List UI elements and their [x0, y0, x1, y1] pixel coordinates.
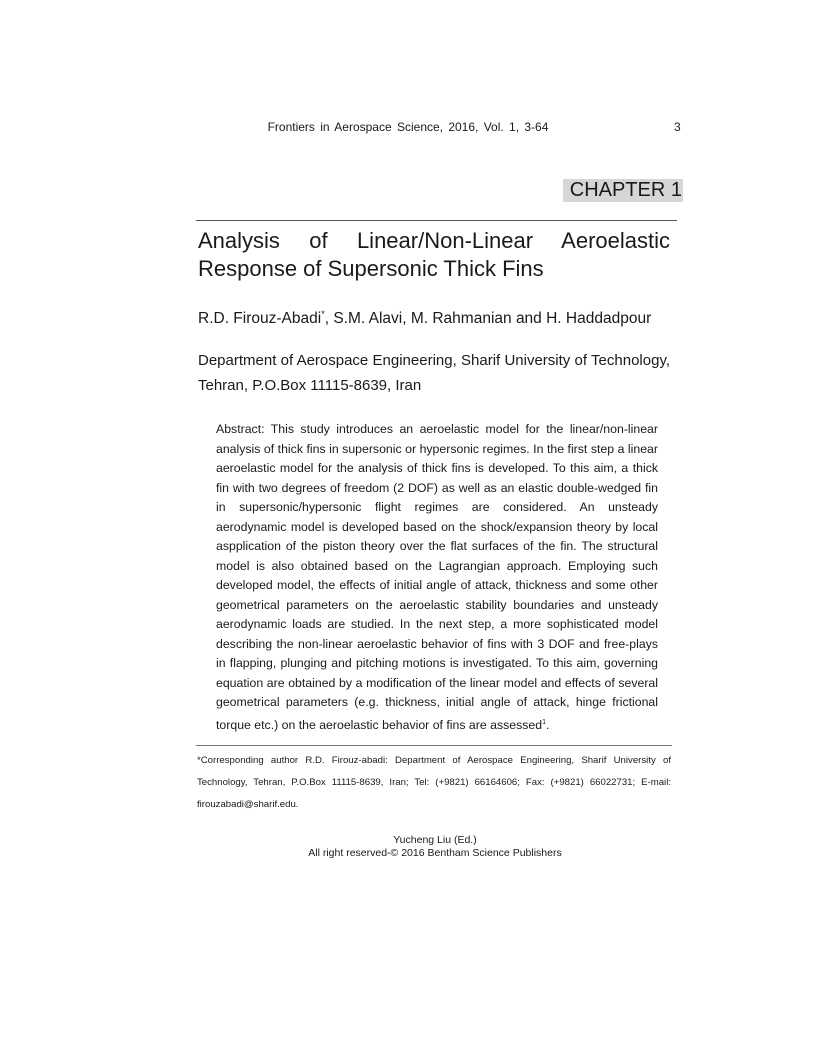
- abstract: [216, 420, 658, 735]
- abstract-footnote-marker: 1: [542, 718, 546, 726]
- title-rule: [196, 220, 677, 221]
- editor-credit: [0, 834, 816, 860]
- footnote: *Corresponding author R.D. Firouz-abadi: Department of Aerospace Engineering, Sharif University of Technology, Tehran, P.O.Box 11115-8639, Iran; Tel: (+9821) 66164606; Fax: (+9821) 66022731; E-mail: firouzabadi@sharif.edu.: [197, 755, 671, 810]
- footnote-rule: [196, 745, 672, 746]
- co-authors: , S.M. Alavi, M. Rahmanian and H. Haddadpour: [324, 310, 652, 328]
- affiliation: Department of Aerospace Engineering, Sharif University of Technology, Tehran, P.O.Box 11115-8639, Iran: [198, 352, 670, 394]
- corresponding-marker: *: [321, 309, 325, 319]
- editor-name: Yucheng Liu (Ed.): [393, 834, 477, 846]
- abstract-end: .: [545, 717, 550, 732]
- paper-title: Analysis of Linear/Non-Linear Aeroelastic Response of Supersonic Thick Fins: [198, 228, 670, 281]
- copyright-line: All right reserved-© 2016 Bentham Science Publishers: [308, 847, 562, 859]
- chapter-label: CHAPTER 1: [563, 179, 683, 202]
- abstract-text: Abstract: This study introduces an aeroelastic model for the linear/non-linear analysis of thick fins in supersonic or hypersonic regimes. In the first step a linear aeroelastic model for the analysis of thick fins is developed. To this aim, a thick fin with two degrees of freedom (2 DOF) as well as an elastic double-wedged fin in supersonic/hypersonic flight regimes are considered. An unsteady aerodynamic model is developed based on the shock/expansion theory by local aspplication of the piston theory over the flat surfaces of the fin. The structural model is also obtained based on the Lagrangian approach. Employing such developed model, the effects of initial angle of attack, thickness and some other geometrical parameters on the aeroelastic stability boundaries and unsteady aerodynamic loads are studied. In the next step, a more sophisticated model describing the non-linear aeroelastic behavior of fins with 3 DOF and free-plays in flapping, plunging and pitching motions is investigated. To this aim, governing equation are obtained by a modification of the linear model and effects of several geometrical parameters (e.g. thickness, initial angle of attack, hinge frictional torque etc.) on the aeroelastic behavior of fins are assessed: [216, 422, 658, 732]
- running-head: Frontiers in Aerospace Science, 2016, Vol. 1, 3-64: [267, 120, 549, 134]
- corresponding-author: R.D. Firouz-Abadi: [198, 310, 322, 328]
- page-number: 3: [674, 120, 681, 134]
- author-list: [198, 303, 678, 330]
